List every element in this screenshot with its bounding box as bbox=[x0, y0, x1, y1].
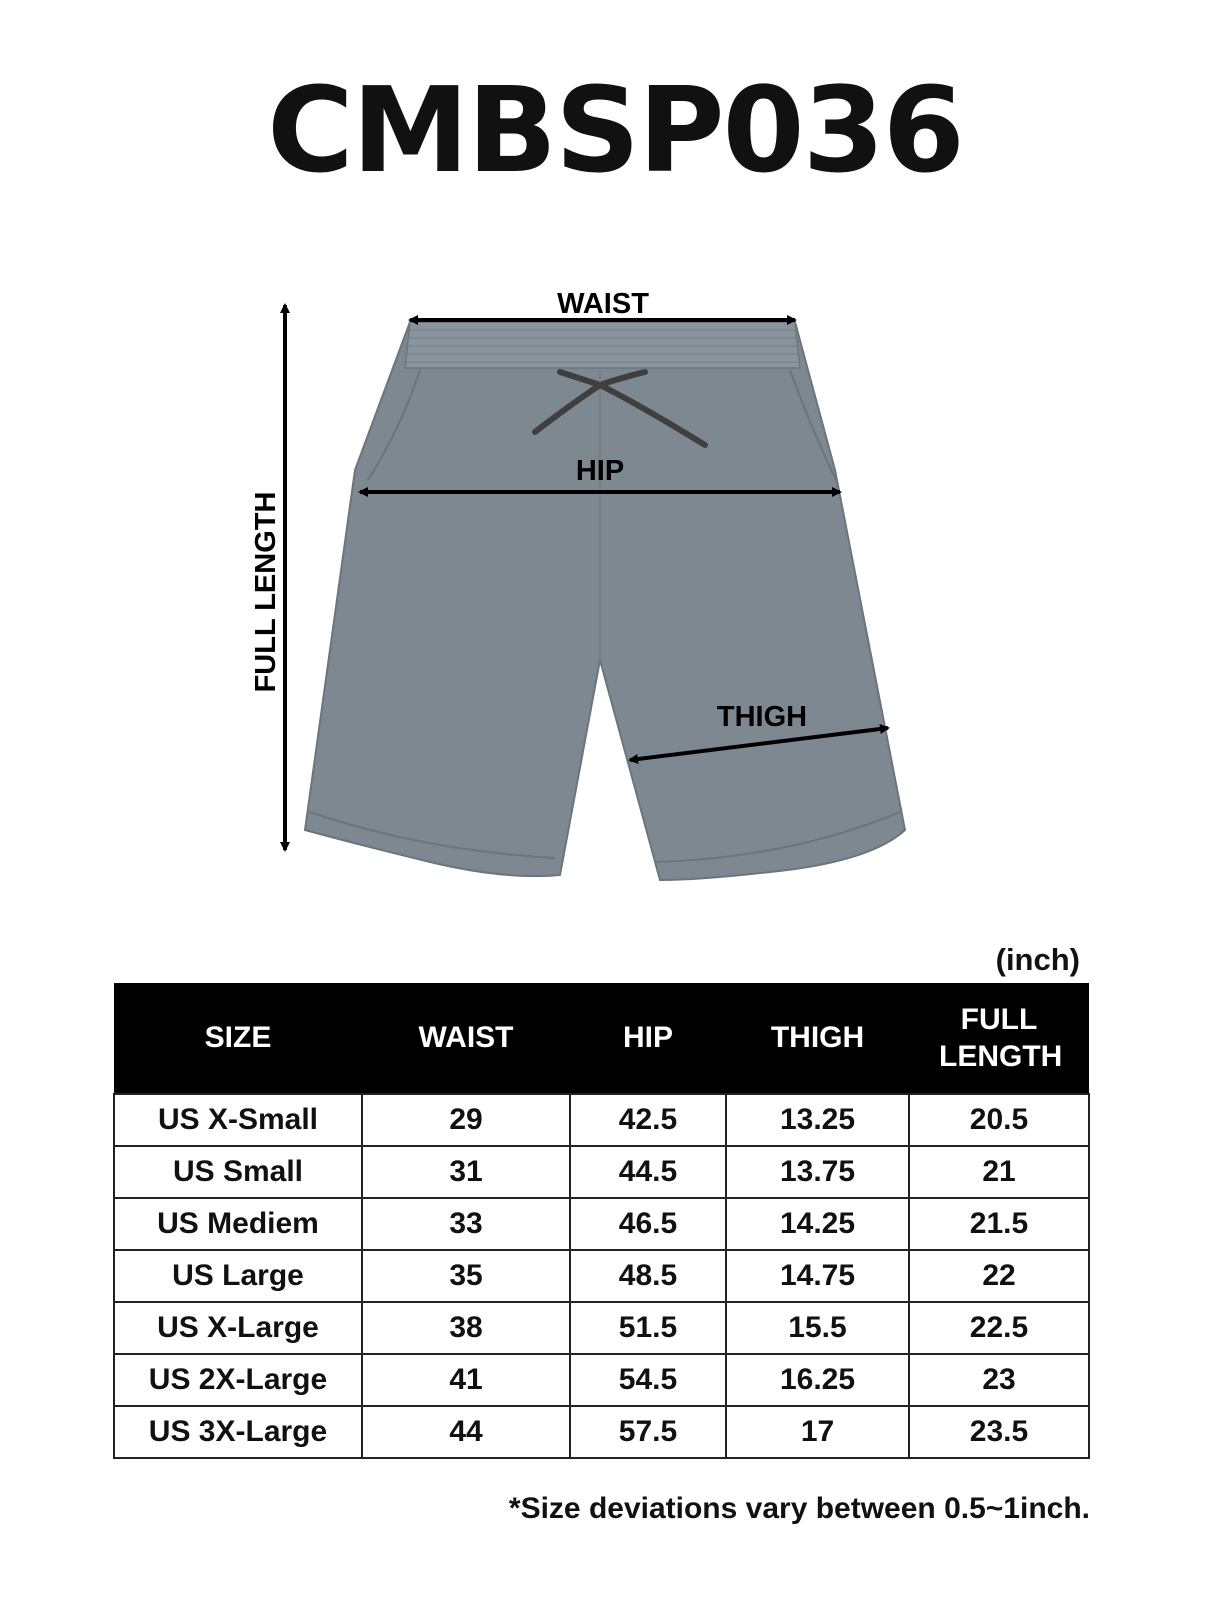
waist-cell: 38 bbox=[362, 1302, 570, 1354]
waist-cell: 29 bbox=[362, 1094, 570, 1146]
table-row bbox=[114, 1354, 1089, 1406]
full-length-cell: 22.5 bbox=[909, 1302, 1089, 1354]
size-cell: US X-Small bbox=[114, 1094, 362, 1146]
full-length-cell: 22 bbox=[909, 1250, 1089, 1302]
waist-cell: 44 bbox=[362, 1406, 570, 1458]
size-chart-table bbox=[113, 983, 1090, 1459]
table-header-row bbox=[114, 983, 1089, 1094]
full-length-cell: 23.5 bbox=[909, 1406, 1089, 1458]
full-length-cell: 23 bbox=[909, 1354, 1089, 1406]
size-cell: US Small bbox=[114, 1146, 362, 1198]
full-length-cell: 20.5 bbox=[909, 1094, 1089, 1146]
product-code-title: CMBSP036 bbox=[267, 61, 963, 199]
hip-cell: 46.5 bbox=[570, 1198, 726, 1250]
thigh-label: THIGH bbox=[716, 701, 808, 733]
header-thigh: THIGH bbox=[726, 983, 909, 1094]
full-length-cell: 21.5 bbox=[909, 1198, 1089, 1250]
hip-cell: 42.5 bbox=[570, 1094, 726, 1146]
header-hip: HIP bbox=[570, 983, 726, 1094]
size-cell: US 2X-Large bbox=[114, 1354, 362, 1406]
waist-label: WAIST bbox=[557, 288, 649, 320]
table-row bbox=[114, 1094, 1089, 1146]
size-cell: US Mediem bbox=[114, 1198, 362, 1250]
thigh-cell: 17 bbox=[726, 1406, 909, 1458]
size-deviation-note: *Size deviations vary between 0.5~1inch. bbox=[508, 1492, 1090, 1525]
waist-cell: 41 bbox=[362, 1354, 570, 1406]
waist-cell: 31 bbox=[362, 1146, 570, 1198]
thigh-cell: 13.25 bbox=[726, 1094, 909, 1146]
table-row bbox=[114, 1406, 1089, 1458]
waistband bbox=[405, 322, 800, 368]
hip-label: HIP bbox=[575, 455, 625, 487]
size-cell: US X-Large bbox=[114, 1302, 362, 1354]
size-cell: US Large bbox=[114, 1250, 362, 1302]
header-waist: WAIST bbox=[362, 983, 570, 1094]
hip-cell: 44.5 bbox=[570, 1146, 726, 1198]
full-length-cell: 21 bbox=[909, 1146, 1089, 1198]
hip-cell: 51.5 bbox=[570, 1302, 726, 1354]
shorts-body bbox=[305, 322, 905, 880]
thigh-cell: 13.75 bbox=[726, 1146, 909, 1198]
size-cell: US 3X-Large bbox=[114, 1406, 362, 1458]
header-size: SIZE bbox=[114, 983, 362, 1094]
thigh-cell: 15.5 bbox=[726, 1302, 909, 1354]
shorts-illustration bbox=[305, 322, 905, 880]
hip-cell: 48.5 bbox=[570, 1250, 726, 1302]
waist-cell: 33 bbox=[362, 1198, 570, 1250]
header-full-length: FULL LENGTH bbox=[909, 983, 1089, 1094]
table-row bbox=[114, 1302, 1089, 1354]
table-row bbox=[114, 1250, 1089, 1302]
thigh-cell: 14.25 bbox=[726, 1198, 909, 1250]
thigh-cell: 16.25 bbox=[726, 1354, 909, 1406]
thigh-cell: 14.75 bbox=[726, 1250, 909, 1302]
waist-cell: 35 bbox=[362, 1250, 570, 1302]
unit-label: (inch) bbox=[995, 942, 1080, 977]
table-row bbox=[114, 1146, 1089, 1198]
hip-cell: 57.5 bbox=[570, 1406, 726, 1458]
full-length-label: FULL LENGTH bbox=[250, 491, 282, 693]
hip-cell: 54.5 bbox=[570, 1354, 726, 1406]
table-row bbox=[114, 1198, 1089, 1250]
